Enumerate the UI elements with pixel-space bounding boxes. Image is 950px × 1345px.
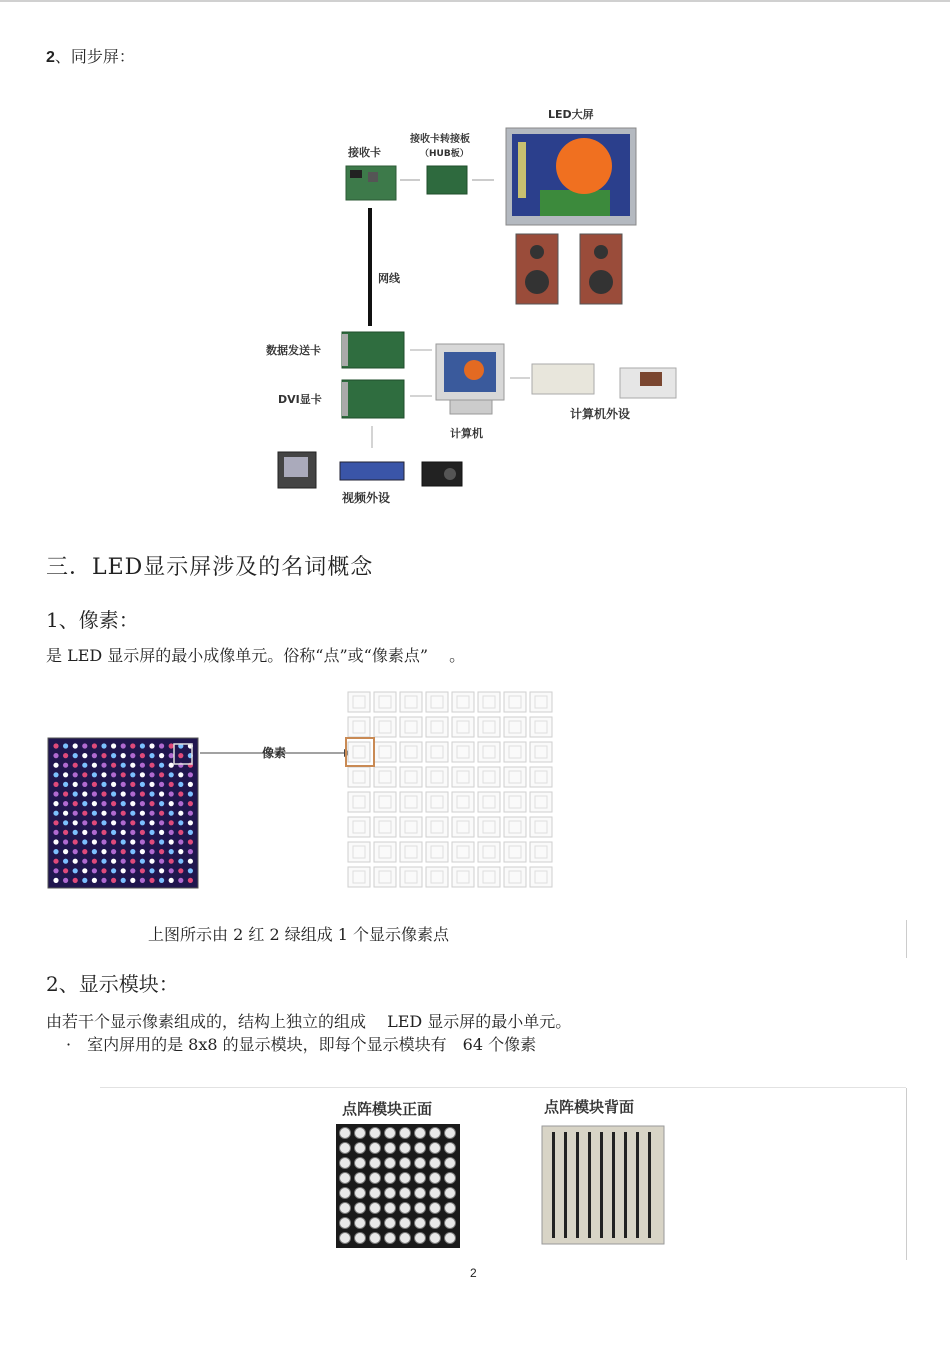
led-panel-dots [53, 743, 193, 883]
module-bullet: · 室内屏用的是 8x8 的显示模块，即每个显示模块有 64 个像素 [66, 1035, 537, 1054]
page-number: 2 [470, 1266, 477, 1280]
label-adapter-sub: （HUB板） [420, 149, 469, 159]
module-front-label: 点阵模块正面 [342, 1100, 433, 1118]
pixel-heading: 1、像素： [46, 608, 139, 632]
margin-rule [906, 920, 907, 958]
network-cable-line [368, 208, 372, 326]
module-back-label: 点阵模块背面 [544, 1098, 635, 1116]
label-adapter-board: 接收卡转接板 [410, 134, 470, 145]
adapter-board-image [427, 166, 467, 194]
label-video-peripherals: 视频外设 [342, 491, 391, 505]
module-front-image [336, 1124, 460, 1248]
pixel-description: 是 LED 显示屏的最小成像单元。俗称“点”或“像素点” 。 [46, 646, 466, 665]
pixel-label: 像素 [262, 746, 287, 760]
module-back-traces [552, 1132, 651, 1238]
figure-top-rule [100, 1087, 906, 1088]
module-heading: 2、显示模块： [46, 972, 179, 996]
module-description: 由若干个显示像素组成的，结构上独立的组成 LED 显示屏的最小单元。 [46, 1012, 572, 1031]
video-device-image [340, 462, 404, 480]
figure-right-rule [906, 1088, 907, 1260]
major-heading: 三．LED显示屏涉及的名词概念 [46, 555, 374, 580]
label-computer: 计算机 [450, 427, 483, 440]
page-top-border [0, 0, 950, 2]
label-computer-peripherals: 计算机外设 [570, 407, 631, 421]
pixel-grid [348, 692, 552, 887]
pixel-caption: 上图所示由 2 红 2 绿组成 1 个显示像素点 [148, 925, 450, 944]
label-data-send-card: 数据发送卡 [266, 344, 321, 357]
label-dvi-card: DVI显卡 [278, 393, 322, 406]
pixel-illustration [46, 686, 566, 896]
section-heading-sync-screen: 2、同步屏： [46, 47, 135, 66]
label-led-screen: LED大屏 [548, 108, 594, 121]
scanner-image [532, 364, 594, 394]
data-send-card-image [342, 332, 404, 368]
module-illustration [330, 1092, 670, 1252]
dvi-card-image [342, 380, 404, 418]
label-network-cable: 网线 [378, 272, 400, 285]
sync-screen-diagram [260, 100, 700, 520]
label-recv-card: 接收卡 [348, 146, 381, 159]
